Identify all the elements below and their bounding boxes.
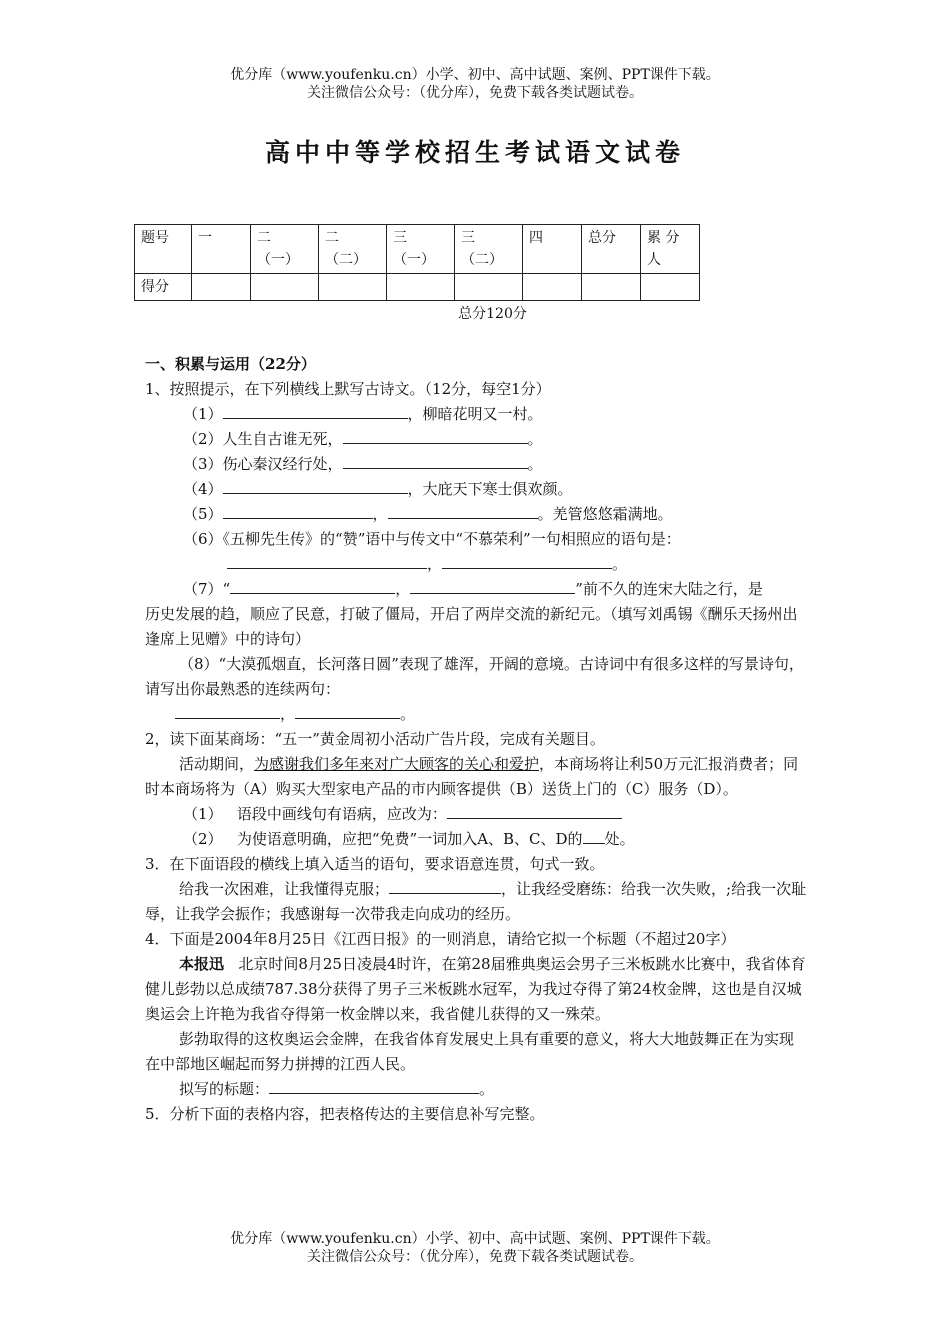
total-score-note: 总分120分	[458, 306, 527, 322]
score-input-cell[interactable]	[523, 274, 582, 301]
answer-blank[interactable]	[223, 402, 408, 419]
answer-blank[interactable]	[343, 452, 528, 469]
q1-line-6: （6）《五柳先生传》的“赞”语中与传文中“不慕荣利”一句相照应的语句是：	[183, 530, 681, 548]
footer-line-1: 优分库（www.youfenku.cn）小学、初中、高中试题、案例、PPT课件下载。	[230, 1231, 720, 1247]
q1-line-6-answer: ， 。	[145, 552, 808, 577]
exam-content	[145, 352, 808, 1127]
answer-blank[interactable]	[343, 427, 528, 444]
answer-blank[interactable]	[389, 877, 501, 894]
answer-blank[interactable]	[295, 702, 400, 719]
score-input-cell[interactable]	[641, 274, 700, 301]
score-input-cell[interactable]	[319, 274, 387, 301]
score-table-header-cell: 题号	[135, 225, 192, 274]
score-table	[134, 224, 700, 301]
score-input-cell[interactable]	[192, 274, 251, 301]
page-header	[0, 66, 950, 102]
answer-blank[interactable]	[227, 552, 427, 569]
answer-blank[interactable]	[175, 702, 280, 719]
score-table-header-cell: 二 （一）	[251, 225, 319, 274]
q4-answer-line: 拟写的标题： 。	[145, 1077, 808, 1102]
q1-line-2: （2）人生自古谁无死， 。	[145, 427, 808, 452]
underlined-sentence: 为感谢我们多年来对广大顾客的关心和爱护	[254, 755, 540, 773]
section-heading: 一、积累与运用（22分）	[145, 355, 316, 373]
score-input-cell[interactable]	[251, 274, 319, 301]
score-table-header-cell: 累 分 人	[641, 225, 700, 274]
q3-passage: 给我一次困难，让我懂得克服； ，让我经受磨练：给我一次失败，;给我一次耻辱，让我学会振作；我感谢每一次带我走向成功的经历。	[145, 877, 808, 927]
footer-line-2: 关注微信公众号：（优分库），免费下载各类试题试卷。	[307, 1249, 643, 1265]
score-table-header-cell: 二 （二）	[319, 225, 387, 274]
score-input-cell[interactable]	[455, 274, 523, 301]
q4-news-paragraph-2: 彭勃取得的这枚奥运会金牌，在我省体育发展史上具有重要的意义，将大大地鼓舞正在为实现在中部地区崛起而努力拼搏的江西人民。	[145, 1030, 795, 1073]
question-5-stem: 5．分析下面的表格内容，把表格传达的主要信息补写完整。	[145, 1105, 545, 1123]
question-1-stem: 1、按照提示，在下列横线上默写古诗文。（12分，每空1分）	[145, 380, 551, 398]
score-input-cell[interactable]	[582, 274, 641, 301]
q2-sub-2: （2） 为使语意明确，应把“免费”一词加入A、B、C、D的 处。	[145, 827, 808, 852]
question-4-stem: 4．下面是2004年8月25日《江西日报》的一则消息，请给它拟一个标题（不超过20字）	[145, 930, 736, 948]
score-table-header-cell: 三 （二）	[455, 225, 523, 274]
score-table-header-cell: 总分	[582, 225, 641, 274]
q2-passage: 活动期间，为感谢我们多年来对广大顾客的关心和爱护，本商场将让利50万元汇报消费者；同时本商场将为（A）购买大型家电产品的市内顾客提供（B）送货上门的（C）服务（D）。	[145, 755, 799, 798]
score-table-header-cell: 四	[523, 225, 582, 274]
answer-blank[interactable]	[583, 827, 605, 844]
q1-line-7: （7）“ ， ”前不久的连宋大陆之行，是	[145, 577, 808, 602]
question-3-stem: 3．在下面语段的横线上填入适当的语句，要求语意连贯，句式一致。	[145, 855, 605, 873]
answer-blank[interactable]	[447, 802, 622, 819]
header-line-2: 关注微信公众号：（优分库），免费下载各类试题试卷。	[307, 85, 643, 101]
q1-line-8-answer: ， 。	[145, 702, 808, 727]
score-table-header-cell: 一	[192, 225, 251, 274]
q1-line-7-cont: 历史发展的趋，顺应了民意，打破了僵局，开启了两岸交流的新纪元。（填写刘禹锡《酬乐天扬州出逢席上见赠》中的诗句）	[145, 605, 798, 648]
q1-line-4: （4） ，大庇天下寒士俱欢颜。	[145, 477, 808, 502]
answer-blank[interactable]	[388, 502, 538, 519]
q1-line-8: （8）“大漠孤烟直，长河落日圆”表现了雄浑，开阔的意境。古诗词中有很多这样的写景诗句，请写出你最熟悉的连续两句：	[145, 655, 804, 698]
q4-news-paragraph-1: 本报迅 北京时间8月25日凌晨4时许，在第28届雅典奥运会男子三米板跳水比赛中，我省体育健儿彭勃以总成绩787.38分获得了男子三米板跳水冠军，为我过夺得了第24枚金牌，这也是自汉城奥运会上许艳为我省夺得第一枚金牌以来，我省健儿获得的又一殊荣。	[145, 955, 806, 1023]
answer-blank[interactable]	[230, 577, 395, 594]
score-input-cell[interactable]	[387, 274, 455, 301]
score-table-header-cell: 三 （一）	[387, 225, 455, 274]
q2-sub-1: （1） 语段中画线句有语病，应改为：	[145, 802, 808, 827]
q1-line-5: （5） ， 。羌管悠悠霜满地。	[145, 502, 808, 527]
score-row-label: 得分	[135, 274, 192, 301]
q1-line-3: （3）伤心秦汉经行处， 。	[145, 452, 808, 477]
answer-blank[interactable]	[223, 477, 408, 494]
question-2-stem: 2，读下面某商场：“五一”黄金周初小活动广告片段，完成有关题目。	[145, 730, 605, 748]
q1-line-1: （1） ，柳暗花明又一村。	[145, 402, 808, 427]
answer-blank[interactable]	[269, 1077, 479, 1094]
answer-blank[interactable]	[442, 552, 612, 569]
header-line-1: 优分库（www.youfenku.cn）小学、初中、高中试题、案例、PPT课件下载。	[230, 67, 720, 83]
exam-title: 高中中等学校招生考试语文试卷	[264, 138, 685, 167]
answer-blank[interactable]	[223, 502, 373, 519]
answer-blank[interactable]	[410, 577, 575, 594]
page-footer	[0, 1230, 950, 1266]
